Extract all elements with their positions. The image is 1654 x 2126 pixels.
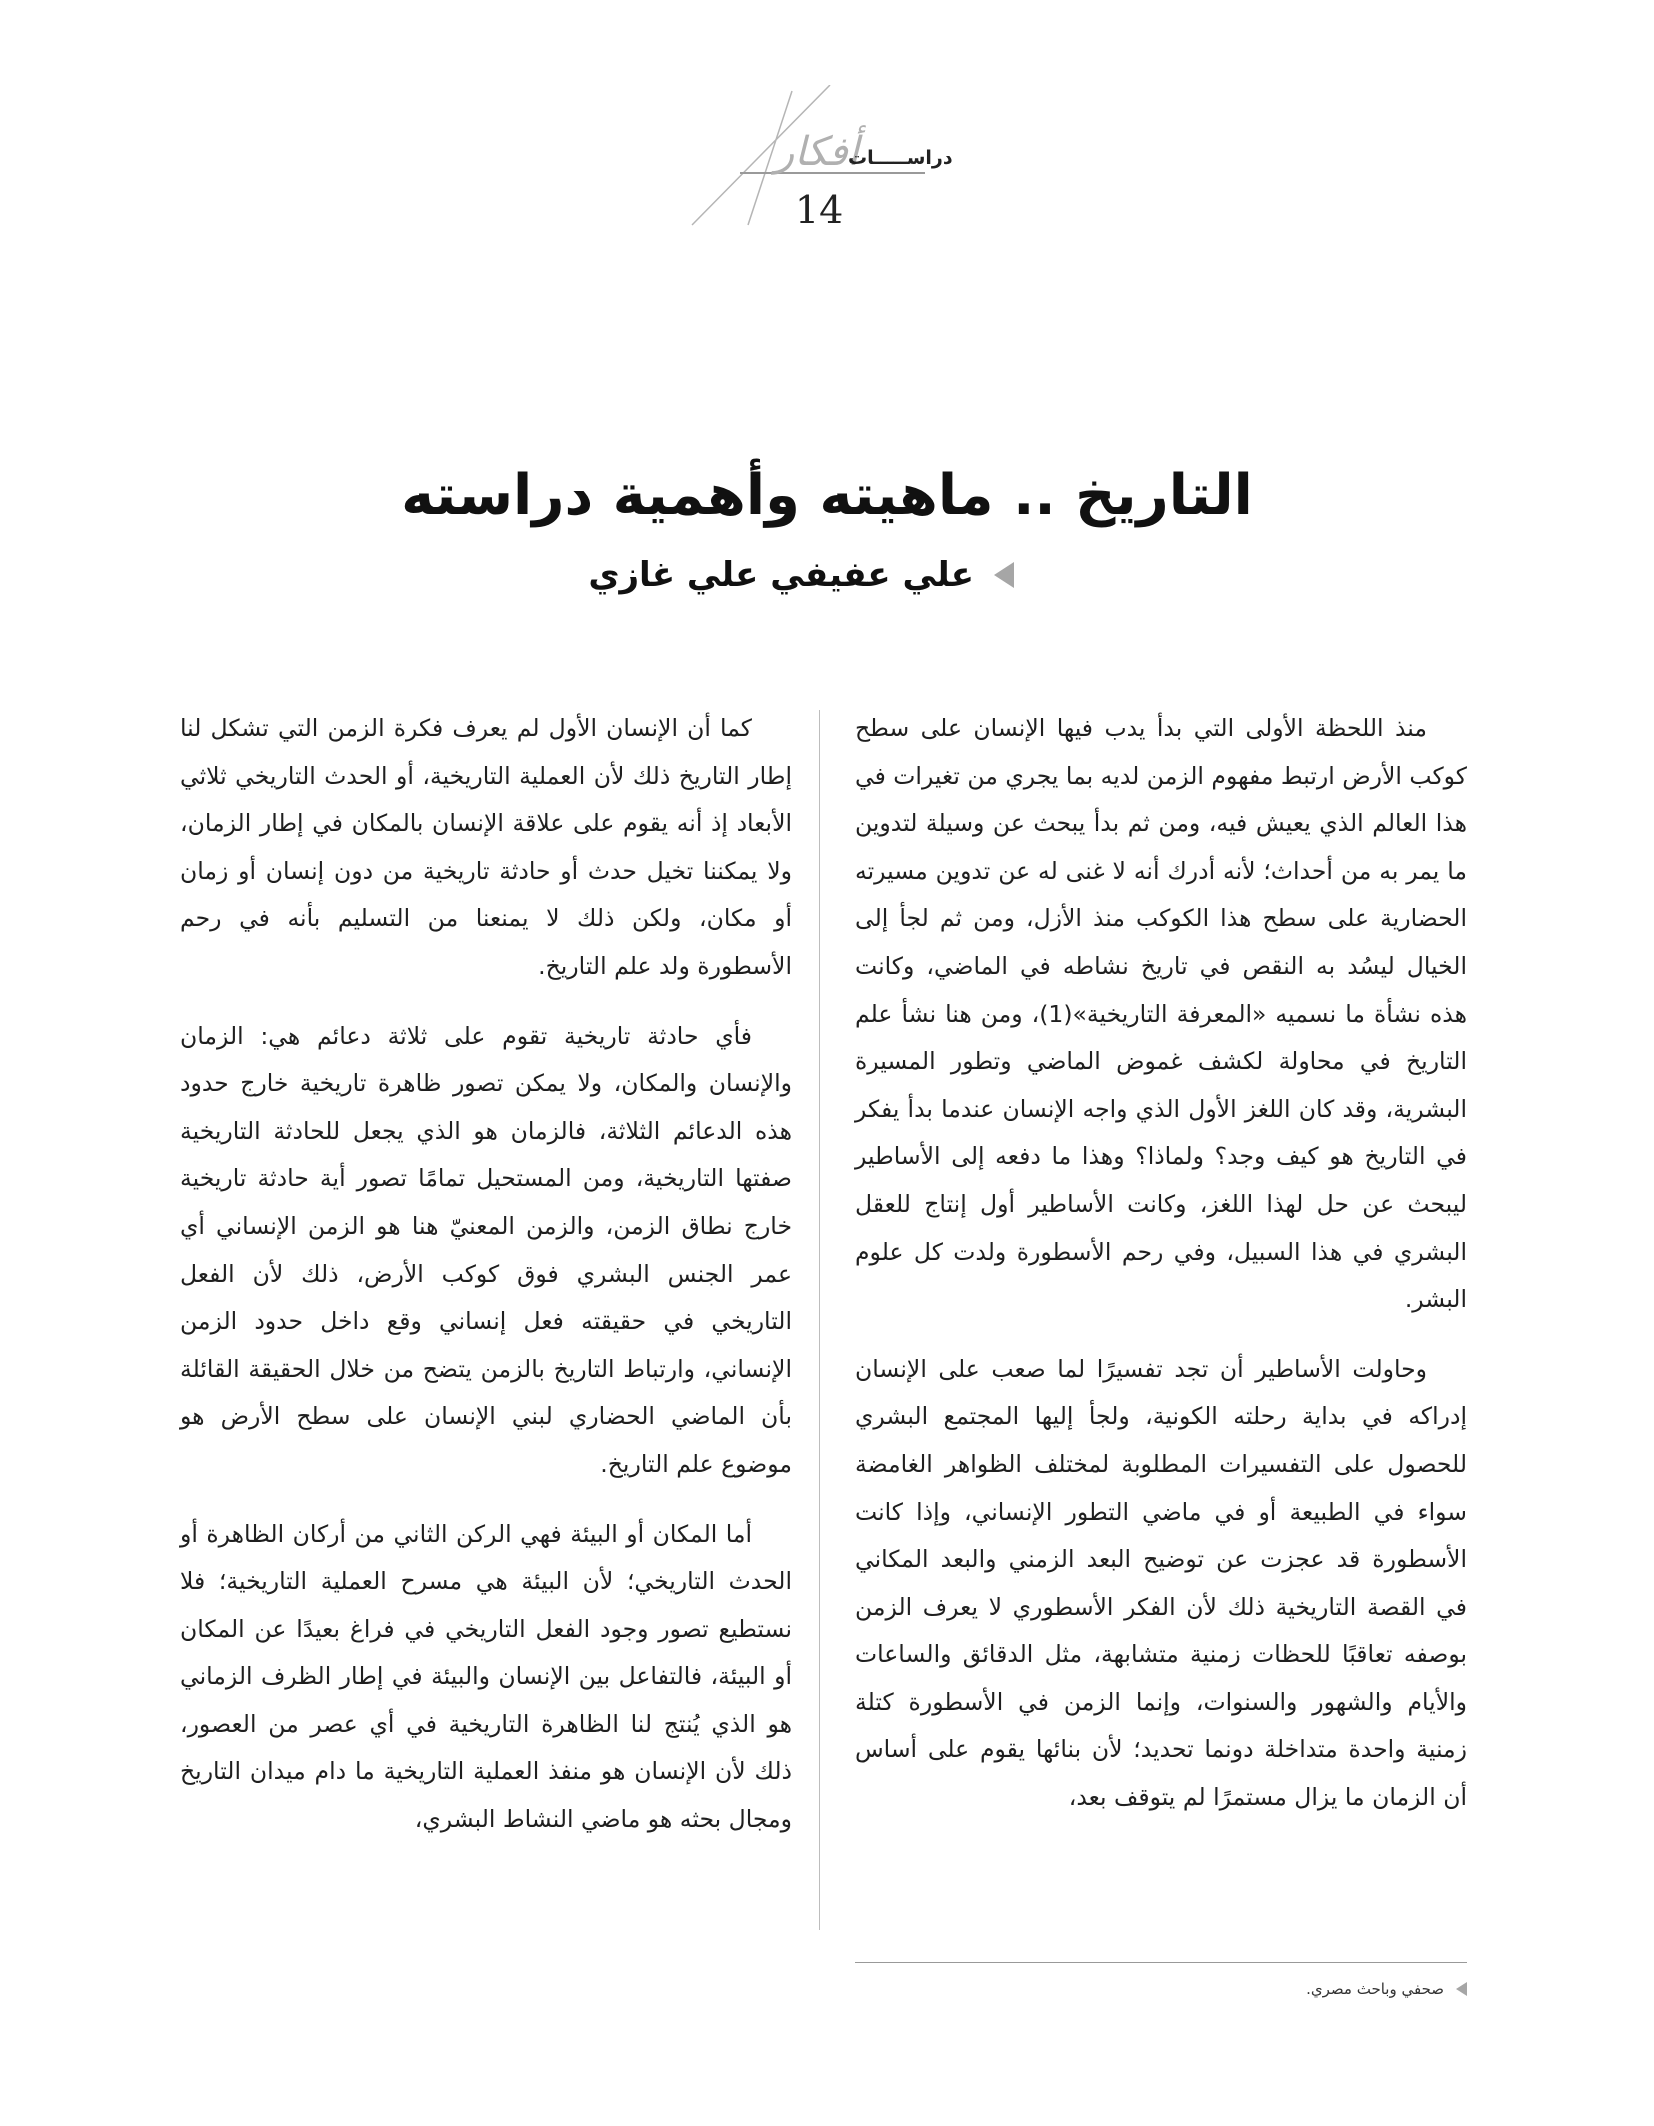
article-column-right [855,705,1467,1844]
footnote-text: صحفي وباحث مصري. [1306,1980,1444,1998]
footnote-arrow-icon [1456,1982,1467,1996]
page-number: 14 [795,188,844,232]
magazine-logo [680,85,980,285]
author-line [588,555,1014,595]
page-header [680,85,980,285]
column-divider [819,710,820,1930]
paragraph: منذ اللحظة الأولى التي بدأ يدب فيها الإنسان على سطح كوكب الأرض ارتبط مفهوم الزمن لديه بما يجري من تغيرات في هذا العالم الذي يعيش فيه، ومن ثم بدأ يبحث عن وسيلة لتدوين ما يمر به من أحداث؛ لأنه أدرك أنه لا غنى له عن تدوين مسيرته الحضارية على سطح هذا الكوكب منذ الأزل، ومن ثم لجأ إلى الخيال ليسُد به النقص في تاريخ نشاطه في الماضي، وكانت هذه نشأة ما نسميه «المعرفة التاريخية»(1)، ومن هنا نشأ علم التاريخ في محاولة لكشف غموض الماضي وتطور المسيرة البشرية، وقد كان اللغز الأول الذي واجه الإنسان عندما بدأ يفكر في التاريخ هو كيف وجد؟ ولماذا؟ وهذا ما دفعه إلى الأساطير ليبحث عن حل لهذا اللغز، وكانت الأساطير أول إنتاج للعقل البشري في هذا السبيل، وفي رحم الأسطورة ولدت كل علوم البشر. [855,714,1467,1314]
paragraph: كما أن الإنسان الأول لم يعرف فكرة الزمن التي تشكل لنا إطار التاريخ ذلك لأن العملية التاريخية، أو الحدث التاريخي ثلاثي الأبعاد إذ أنه يقوم على علاقة الإنسان بالمكان في إطار الزمان، ولا يمكننا تخيل حدث أو حادثة تاريخية من دون إنسان أو زمان أو مكان، ولكن ذلك لا يمنعنا من التسليم بأنه في رحم الأسطورة ولد علم التاريخ. [180,714,792,980]
footnote [1306,1980,1467,1998]
article-column-left [180,705,792,1866]
paragraph: فأي حادثة تاريخية تقوم على ثلاثة دعائم هي: الزمان والإنسان والمكان، ولا يمكن تصور ظاهرة تاريخية خارج حدود هذه الدعائم الثلاثة، فالزمان هو الذي يجعل للحادثة التاريخية صفتها التاريخية، ومن المستحيل تمامًا تصور أية حادثة تاريخية خارج نطاق الزمن، والزمن المعنيّ هنا هو الزمن الإنساني أي عمر الجنس البشري فوق كوكب الأرض، ذلك لأن الفعل التاريخي في حقيقته فعل إنساني وقع داخل حدود الزمن الإنساني، وارتباط التاريخ بالزمن يتضح من خلال الحقيقة القائلة بأن الماضي الحضاري لبني الإنسان على سطح الأرض هو موضوع علم التاريخ. [180,1021,792,1478]
author-arrow-icon [994,562,1014,588]
logo-wordmark: أفكار [775,129,859,175]
footnote-rule [855,1962,1467,1963]
author-name: علي عفيفي علي غازي [588,555,974,595]
article-title: التاريخ .. ماهيته وأهمية دراسته [401,462,1253,528]
paragraph: وحاولت الأساطير أن تجد تفسيرًا لما صعب على الإنسان إدراكه في بداية رحلته الكونية، ولجأ إليها المجتمع البشري للحصول على التفسيرات المطلوبة لمختلف الظواهر الغامضة سواء في الطبيعة أو في ماضي التطور الإنساني، وإذا كانت الأسطورة قد عجزت عن توضيح البعد الزمني والبعد المكاني في القصة التاريخية ذلك لأن الفكر الأسطوري لا يعرف الزمن بوصفه تعاقبًا للحظات زمنية متشابهة، مثل الدقائق والساعات والأيام والشهور والسنوات، وإنما الزمن في الأسطورة كتلة زمنية واحدة متداخلة دونما تحديد؛ لأن بنائها يقوم على أساس أن الزمان ما يزال مستمرًا لم يتوقف بعد، [855,1354,1467,1812]
section-label: دراســـــات [848,147,953,169]
paragraph: أما المكان أو البيئة فهي الركن الثاني من أركان الظاهرة أو الحدث التاريخي؛ لأن البيئة هي مسرح العملية التاريخية؛ فلا نستطيع تصور وجود الفعل التاريخي في فراغ بعيدًا عن المكان أو البيئة، فالتفاعل بين الإنسان والبيئة في إطار الظرف الزماني هو الذي يُنتج لنا الظاهرة التاريخية في أي عصر من العصور، ذلك لأن الإنسان هو منفذ العملية التاريخية ما دام ميدان التاريخ ومجال بحثه هو ماضي النشاط البشري، [180,1519,792,1834]
